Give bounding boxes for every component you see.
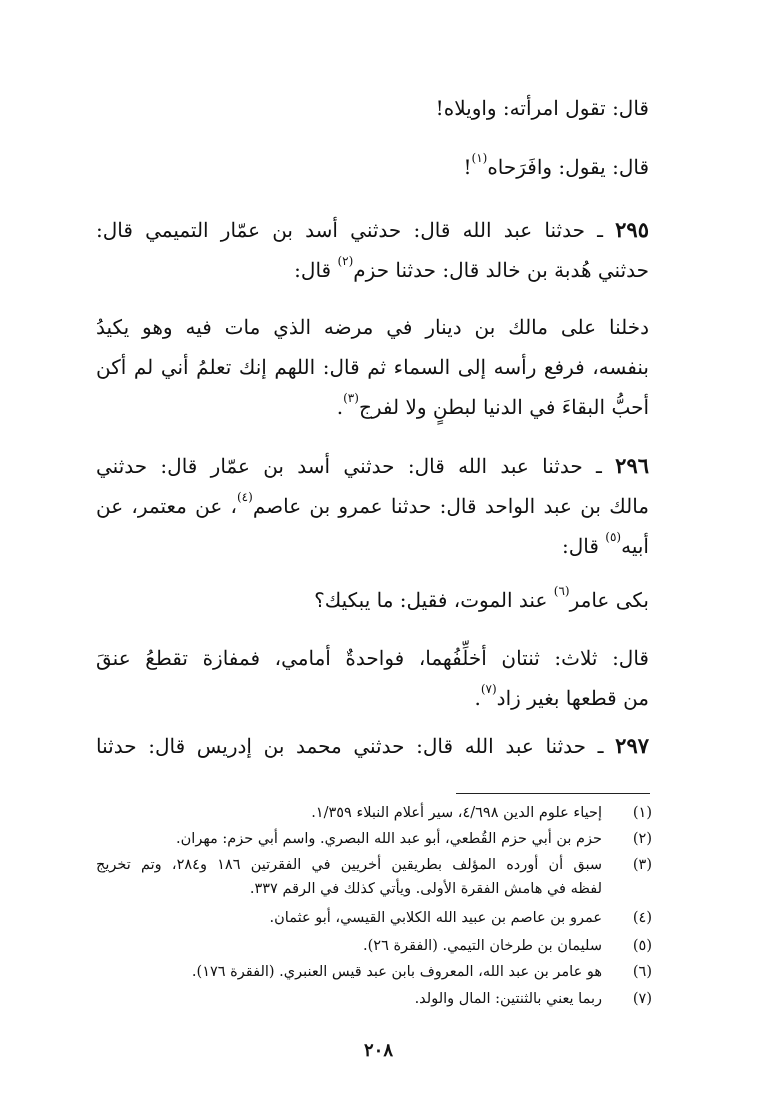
footnote-ref[interactable]: (٧)	[480, 682, 497, 697]
text-line: مالك بن عبد الواحد قال: حدثنا عمرو بن عاصم$^{(٤)}$، عن معتمر، عن	[96, 490, 650, 518]
text-line: ٢٩٧ ـ حدثنا عبد الله قال: حدثني محمد بن إدريس قال: حدثنا	[96, 733, 650, 758]
footnote-number: (٧)	[632, 991, 652, 1007]
footnote-text: حزم بن أبي حزم القُطعي، أبو عبد الله البصري. واسم أبي حزم: مهران.	[176, 831, 602, 847]
footnote-number: (٥)	[632, 938, 652, 954]
footnote-ref[interactable]: (٢)	[337, 254, 354, 269]
footnote-ref[interactable]: (٤)	[236, 490, 253, 505]
passage-number: ٢٩٦	[615, 453, 650, 478]
text-line: أبيه$^{(٥)}$ قال:	[562, 530, 649, 558]
footnote-ref[interactable]: (٥)	[605, 530, 622, 545]
footnote-number: (٤)	[632, 910, 652, 926]
passage-number: ٢٩٧	[615, 733, 650, 758]
footnote-number: (٢)	[632, 831, 652, 847]
text-line: بكى عامر$^{(٦)}$ عند الموت، فقيل: ما يبكيك؟	[314, 584, 649, 612]
footnote-text: إحياء علوم الدين ٤/٦٩٨، سير أعلام النبلاء ١/٣٥٩.	[311, 805, 602, 821]
text-line: حدثني هُدبة بن خالد قال: حدثنا حزم$^{(٢)}$ قال:	[294, 254, 649, 282]
footnote-ref[interactable]: (٣)	[343, 391, 359, 406]
text-line: من قطعها بغير زاد$^{(٧)}$.	[474, 682, 649, 710]
text-line: قال: تقول امرأته: واويلاه!	[435, 96, 649, 120]
footnote-separator	[456, 793, 650, 794]
footnote-text: هو عامر بن عبد الله، المعروف بابن عبد قيس العنبري. (الفقرة ١٧٦).	[191, 964, 602, 980]
footnote-text: سبق أن أورده المؤلف بطريقين أخريين في الفقرتين ١٨٦ و٢٨٤، وتم تخريج	[96, 857, 602, 873]
footnote-number: (٣)	[632, 857, 652, 873]
footnote-text: عمرو بن عاصم بن عبيد الله الكلابي القيسي، أبو عثمان.	[269, 910, 602, 926]
text-line: بنفسه، فرفع رأسه إلى السماء ثم قال: اللهم إنك تعلمُ أني لم أكن	[96, 355, 649, 379]
text-line: قال: ثلاث: ثنتان أخلِّفُهما، فواحدةٌ أمامي، فمفازة تقطعُ عنقَ	[96, 646, 649, 670]
text-line: قال: يقول: وافَرَحاه$^{(١)}$!	[463, 151, 649, 179]
text-line: دخلنا على مالك بن دينار في مرضه الذي مات فيه وهو يكيدُ	[96, 315, 649, 339]
text-line: ٢٩٦ ـ حدثنا عبد الله قال: حدثني أسد بن عمّار قال: حدثني	[96, 453, 650, 478]
passage-number: ٢٩٥	[615, 217, 649, 242]
footnote-number: (١)	[632, 805, 652, 821]
footnote-number: (٦)	[632, 964, 652, 980]
page-number: ٢٠٨	[363, 1040, 393, 1061]
footnote-text: ربما يعني بالثنتين: المال والولد.	[414, 991, 602, 1007]
footnote-ref[interactable]: (١)	[471, 151, 488, 166]
footnote-text: سليمان بن طرخان التيمي. (الفقرة ٢٦).	[363, 938, 602, 954]
footnote-ref[interactable]: (٦)	[553, 584, 570, 599]
text-line: ٢٩٥ ـ حدثنا عبد الله قال: حدثني أسد بن عمّار التميمي قال:	[96, 217, 649, 242]
footnote-text: لفظه في هامش الفقرة الأولى. ويأتي كذلك في الرقم ٣٣٧.	[249, 881, 602, 897]
text-line: أحبُّ البقاءَ في الدنيا لبطنٍ ولا لفرج$^{(٣)}$.	[336, 391, 649, 419]
